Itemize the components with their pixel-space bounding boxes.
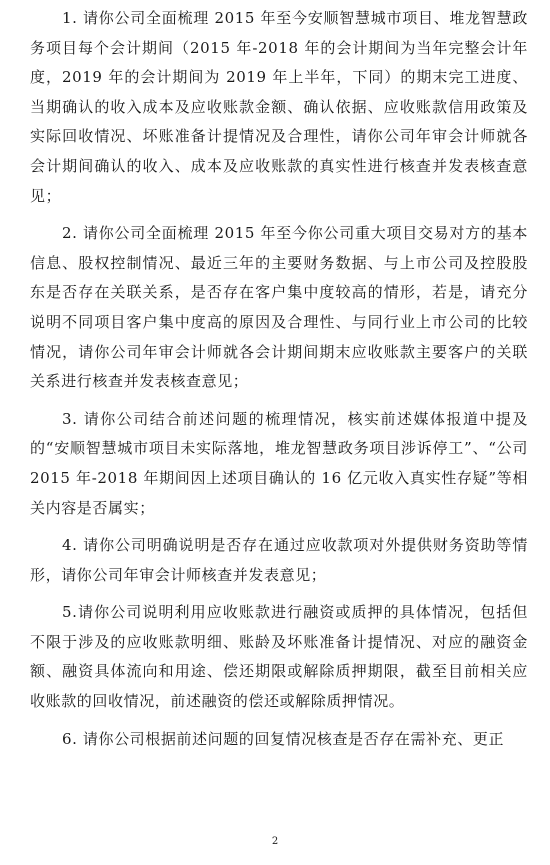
paragraph-6: 6. 请你公司根据前述问题的回复情况核查是否存在需补充、更正 (62, 729, 505, 748)
paragraph-2: 2. 请你公司全面梳理 2015 年至今你公司重大项目交易对方的基本信息、股权控制情况、最近三年的主要财务数据、与上市公司及控股股东是否存在关联关系，是否存在客户集中度较高的情形，若是，请充分说明不同项目客户集中度高的原因及合理性、与同行业上市公司的比较情况，请你公司年审会计师就各会计期间期末应收账款主要客户的关联关系进行核查并发表核查意见； (30, 224, 528, 391)
paragraph-3: 3. 请你公司结合前述问题的梳理情况，核实前述媒体报道中提及的“安顺智慧城市项目未实际落地，堆龙智慧政务项目涉诉停工”、“公司 2015 年-2018 年期间因上述项目确认的 16 亿元收入真实性存疑”等相关内容是否属实； (30, 409, 528, 517)
page-number: 2 (271, 836, 279, 847)
document-body (30, 4, 528, 762)
paragraph-5: 5.请你公司说明利用应收账款进行融资或质押的具体情况，包括但不限于涉及的应收账款明细、账龄及坏账准备计提情况、对应的融资金额、融资具体流向和用途、偿还期限或解除质押期限，截至目前相关应收账款的回收情况，前述融资的偿还或解除质押情况。 (30, 603, 528, 711)
paragraph-4: 4. 请你公司明确说明是否存在通过应收款项对外提供财务资助等情形，请你公司年审会计师核查并发表意见； (30, 536, 528, 584)
paragraph-1: 1. 请你公司全面梳理 2015 年至今安顺智慧城市项目、堆龙智慧政务项目每个会计期间（2015 年-2018 年的会计期间为当年完整会计年度，2019 年的会计期间为 2019 年上半年，下同）的期末完工进度、当期确认的收入成本及应收账款金额、确认依据、应收账款信用政策及实际回收情况、坏账准备计提情况及合理性，请你公司年审会计师就各会计期间确认的收入、成本及应收账款的真实性进行核查并发表核查意见； (30, 9, 528, 205)
